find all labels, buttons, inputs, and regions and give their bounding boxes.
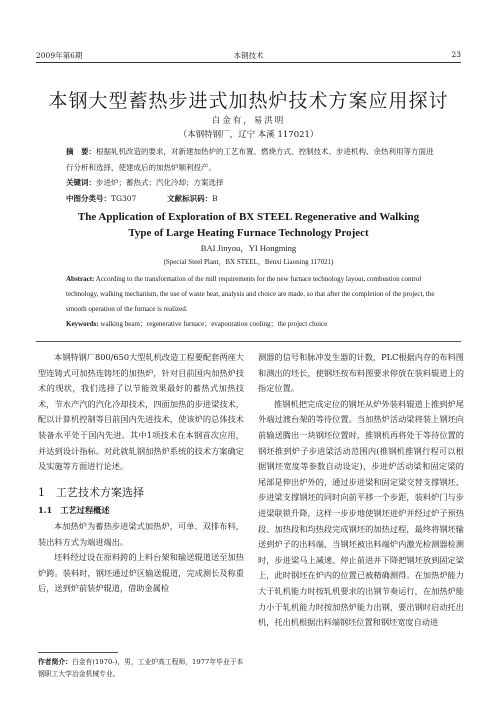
author-footnote xyxy=(38,656,244,680)
class-value: TG307 xyxy=(111,193,137,203)
english-abstract-text: According to the transformation of the mill requirements for the new furnace technology layout, combustion control technology, walking mechanism, the use of waste heat, analysis and choice are made, so that after the completion of the project, the smooth operation of the furnace is realized. xyxy=(66,275,435,313)
english-abstract-label: Abstract: xyxy=(66,275,95,283)
issue-label: 2009年第6期 xyxy=(36,51,83,60)
intro-paragraph: 本钢特钢厂800/650大型轧机改造工程要配套两座大型连铸式可加热连铸坯的加热炉，针对目前国内加热炉技术的现状，我们选择了以节能效果最好的蓄热式加热技术，节水产汽的汽化冷却技术，四面加热的步进梁技术，配以计算机控制等目前国内先进技术，使该炉的总体技术装备水平处于国内先进。其中1项技术在本钢首次应用，并达到设计指标。对此就轧钢加热炉系统的技术方案确定及实施等方面进行论述。 xyxy=(38,352,244,472)
chinese-abstract-block xyxy=(66,144,436,206)
english-title-line1: The Application of Exploration of BX STEEL Regenerative and Walking xyxy=(77,211,420,223)
right-column xyxy=(258,350,464,631)
class-label: 中图分类号： xyxy=(66,193,111,203)
authors: 白金有，易洪明 xyxy=(211,116,286,126)
footnote-label: 作者简介： xyxy=(38,658,72,666)
english-keywords xyxy=(66,317,436,332)
doc-code-value: B xyxy=(212,193,218,203)
english-abstract xyxy=(66,272,436,317)
subsection-heading: 1.1 工艺过程概述 xyxy=(38,505,110,516)
english-authors: BAI Jinyou，YI Hongming xyxy=(200,243,297,253)
paper-title: 本钢大型蓄热步进式加热炉技术方案应用探讨 xyxy=(48,90,449,112)
abstract-label: 摘 要： xyxy=(66,147,96,156)
body-paragraph: 本加热炉为蓄热步进梁式加热炉，可单、双排布料，装出料方式为端进端出。 xyxy=(38,520,244,547)
footnote-text: 白金有(1970-)，男，工业炉高工程师，1977年毕业于本钢职工大学冶金机械专业。 xyxy=(38,658,244,678)
body-paragraph: 测器的信号和脉冲发生器的计数，PLC根据内存的布料图和测出的坯长，使钢坯按布料图要求停放在装料辊道上的指定位置。 xyxy=(258,352,464,394)
affiliation: （本钢特钢厂，辽宁 本溪 117021） xyxy=(178,130,319,140)
classification-line xyxy=(66,191,436,207)
abstract-cn xyxy=(66,144,436,175)
journal-name: 本钢技术 xyxy=(233,51,264,60)
english-title-line2: Type of Large Heating Furnace Technology Project xyxy=(128,227,369,239)
body-paragraph: 推钢机把完成定位的钢坯从炉外装料辊道上推到炉尾外端过渡台架的等待位置。当加热炉活动梁将装上钢坯向前输送腾出一块钢坯位置时，推钢机再将处于等待位置的钢坯推到炉子步进梁活动范围内(推钢机推钢行程可以根据钢坯宽度等参数自动设定)，步进炉活动梁和固定梁的尾部是伸出炉外的，通过步进梁和固定梁交替支撑钢坯、步进梁支撑钢坯的同时向前平移一个步距，装料炉门与步进梁联锁升降，这样一步步地使钢坯进炉并经过炉子预热段、加热段和均热段完成钢坯的加热过程，最终将钢坯输送到炉子的出料端，当钢坯被出料端炉内激光检测器检测时，步进梁马上减速、停止前进并下降把钢坯放到固定梁上，此时钢坯在炉内的位置已被精确测得。在加热炉能力大于轧机能力时按轧机要求的出钢节奏运行，在加热炉能力小于轧机能力时按加热炉能力出钢，要出钢时启动托出机，托出机根据出料端钢坯位置和钢坯宽度自动进 xyxy=(258,398,464,628)
english-abstract-block xyxy=(66,272,436,332)
left-column xyxy=(38,350,244,597)
english-keywords-text: walking beam；regenerative furnace；evapouration cooling；the project choice xyxy=(100,320,328,328)
footnote-divider xyxy=(38,652,118,653)
english-title xyxy=(0,209,497,241)
keywords-text: 步进炉；蓄热式；汽化冷却；方案选择 xyxy=(96,178,224,187)
section-heading: 1 工艺技术方案选择 xyxy=(38,485,144,499)
doc-code-label: 文献标识码： xyxy=(167,193,213,203)
page-number: 23 xyxy=(451,50,461,59)
keywords-cn xyxy=(66,175,436,191)
keywords-label: 关键词： xyxy=(66,178,96,187)
abstract-text: 根据轧机改造的要求，对新建加热炉的工艺布置、燃烧方式、控制技术、步进机构、余热利用等方面进行分析和选择，使建成后的加热炉顺利投产。 xyxy=(66,147,434,172)
section-divider xyxy=(36,341,461,342)
body-paragraph: 坯料经过设在原料跨的上料台架和输送辊道送至加热炉跨。装料时，钢坯通过炉区输送辊道，完成测长及称重后，送到炉前装炉辊道，借助金属检 xyxy=(38,552,244,594)
english-affiliation: (Special Steel Plant，BX STEEL，Benxi Liaoning 117021) xyxy=(163,258,334,266)
running-header xyxy=(36,50,461,63)
english-keywords-label: Keywords: xyxy=(66,320,99,328)
